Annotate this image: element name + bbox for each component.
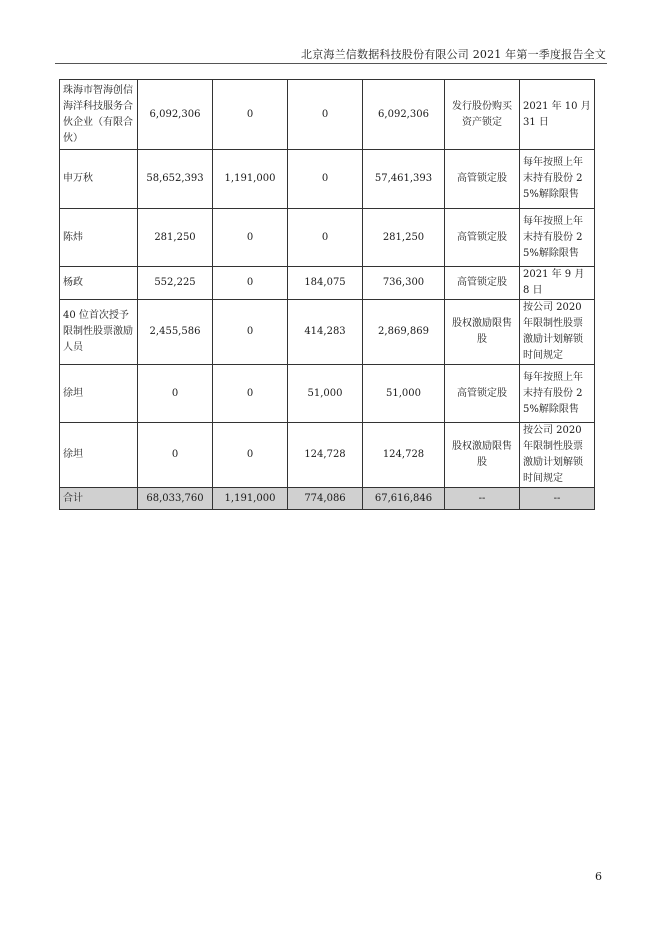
header-title: 北京海兰信数据科技股份有限公司 2021 年第一季度报告全文	[301, 48, 606, 61]
total-added-shares: 774,086	[288, 488, 363, 510]
begin-shares: 0	[138, 423, 213, 488]
begin-shares: 552,225	[138, 267, 213, 300]
release-date: 2021 年 9 月 8 日	[520, 267, 595, 300]
released-shares: 0	[213, 300, 288, 365]
end-shares: 281,250	[363, 209, 445, 267]
total-released-shares: 1,191,000	[213, 488, 288, 510]
added-shares: 184,075	[288, 267, 363, 300]
release-date: 2021 年 10 月 31 日	[520, 80, 595, 150]
begin-shares: 6,092,306	[138, 80, 213, 150]
table-row	[60, 267, 595, 300]
released-shares: 0	[213, 365, 288, 423]
restriction-reason: 发行股份购买资产锁定	[445, 80, 520, 150]
added-shares: 414,283	[288, 300, 363, 365]
released-shares: 0	[213, 423, 288, 488]
added-shares: 0	[288, 80, 363, 150]
page-number: 6	[595, 870, 602, 883]
restriction-reason: 股权激励限售股	[445, 300, 520, 365]
total-row	[60, 488, 595, 510]
begin-shares: 58,652,393	[138, 150, 213, 209]
end-shares: 6,092,306	[363, 80, 445, 150]
release-date: 每年按照上年末持有股份 25%解除限售	[520, 365, 595, 423]
restriction-reason: 高管锁定股	[445, 150, 520, 209]
begin-shares: 2,455,586	[138, 300, 213, 365]
released-shares: 1,191,000	[213, 150, 288, 209]
holder-name: 申万秋	[60, 150, 138, 209]
holder-name: 40 位首次授予限制性股票激励人员	[60, 300, 138, 365]
holder-name: 徐坦	[60, 365, 138, 423]
released-shares: 0	[213, 209, 288, 267]
table-row	[60, 209, 595, 267]
table-row	[60, 365, 595, 423]
restriction-reason: 高管锁定股	[445, 365, 520, 423]
total-label: 合计	[60, 488, 138, 510]
added-shares: 51,000	[288, 365, 363, 423]
holder-name: 珠海市智海创信海洋科技服务合伙企业（有限合伙）	[60, 80, 138, 150]
restriction-reason: 高管锁定股	[445, 209, 520, 267]
restricted-shares-table	[59, 79, 595, 510]
end-shares: 51,000	[363, 365, 445, 423]
table-row	[60, 300, 595, 365]
restriction-reason: 股权激励限售股	[445, 423, 520, 488]
header-divider	[55, 63, 607, 64]
end-shares: 124,728	[363, 423, 445, 488]
release-date: 每年按照上年末持有股份 25%解除限售	[520, 209, 595, 267]
table-row	[60, 80, 595, 150]
restriction-reason: 高管锁定股	[445, 267, 520, 300]
added-shares: 124,728	[288, 423, 363, 488]
holder-name: 徐坦	[60, 423, 138, 488]
holder-name: 杨政	[60, 267, 138, 300]
release-date: 每年按照上年末持有股份 25%解除限售	[520, 150, 595, 209]
released-shares: 0	[213, 267, 288, 300]
end-shares: 736,300	[363, 267, 445, 300]
release-date: 按公司 2020 年限制性股票激励计划解锁时间规定	[520, 423, 595, 488]
holder-name: 陈炜	[60, 209, 138, 267]
release-date: 按公司 2020 年限制性股票激励计划解锁时间规定	[520, 300, 595, 365]
end-shares: 57,461,393	[363, 150, 445, 209]
total-reason: --	[445, 488, 520, 510]
table-row	[60, 150, 595, 209]
total-begin-shares: 68,033,760	[138, 488, 213, 510]
released-shares: 0	[213, 80, 288, 150]
end-shares: 2,869,869	[363, 300, 445, 365]
added-shares: 0	[288, 209, 363, 267]
total-date: --	[520, 488, 595, 510]
table-row	[60, 423, 595, 488]
added-shares: 0	[288, 150, 363, 209]
begin-shares: 0	[138, 365, 213, 423]
begin-shares: 281,250	[138, 209, 213, 267]
total-end-shares: 67,616,846	[363, 488, 445, 510]
